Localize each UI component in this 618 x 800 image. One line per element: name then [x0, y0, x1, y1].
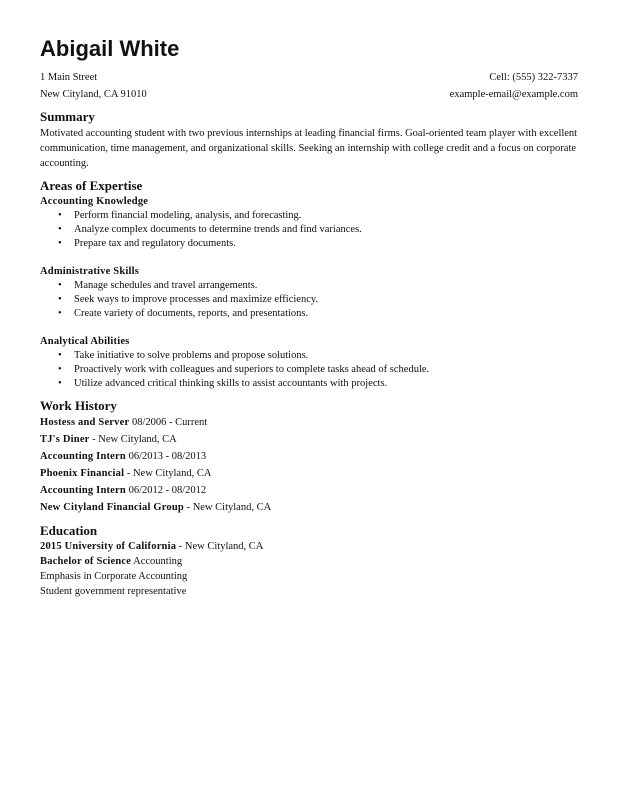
bullet-icon: • [58, 280, 62, 291]
phone-number: Cell: (555) 322-7337 [489, 72, 578, 83]
candidate-name: Abigail White [40, 36, 180, 61]
bullet-list [40, 349, 578, 391]
phone-email-column [450, 69, 578, 103]
job-title: Hostess and Server [40, 417, 130, 428]
bullet-icon: • [58, 364, 62, 375]
employer-location: - New Cityland, CA [89, 434, 177, 445]
education-detail: Student government representative [40, 586, 187, 597]
list-item: • Create variety of documents, reports, and presentations. [58, 308, 309, 319]
bullet-icon: • [58, 308, 62, 319]
job-title-line [40, 414, 578, 431]
job-dates: 08/2006 - Current [129, 417, 208, 428]
degree-major: Accounting [131, 556, 183, 567]
employer-name: New Cityland Financial Group [40, 502, 184, 513]
expertise-group-title: Analytical Abilities [40, 336, 130, 347]
bullet-icon: • [58, 238, 62, 249]
employer-line [40, 499, 578, 516]
employer-line [40, 465, 578, 482]
contact-block [40, 69, 578, 103]
work-entry [40, 482, 578, 516]
job-title: Accounting Intern [40, 451, 126, 462]
employer-location: - New Cityland, CA [124, 468, 212, 479]
street-address: 1 Main Street [40, 72, 98, 83]
education-heading: Education [40, 523, 98, 538]
bullet-icon: • [58, 224, 62, 235]
work-entry [40, 448, 578, 482]
bullet-icon: • [58, 378, 62, 389]
list-item: • Seek ways to improve processes and maximize efficiency. [58, 294, 319, 305]
job-title-line [40, 448, 578, 465]
work-entry [40, 414, 578, 448]
bullet-icon: • [58, 210, 62, 221]
bullet-icon: • [58, 350, 62, 361]
job-title-line [40, 482, 578, 499]
school-line [40, 539, 578, 554]
expertise-group-accounting [40, 195, 578, 251]
degree-line [40, 554, 578, 569]
employer-name: Phoenix Financial [40, 468, 125, 479]
education-detail: Emphasis in Corporate Accounting [40, 571, 188, 582]
expertise-group-title: Administrative Skills [40, 266, 140, 277]
job-title: Accounting Intern [40, 485, 126, 496]
list-item: • Take initiative to solve problems and propose solutions. [58, 350, 309, 361]
list-item: • Utilize advanced critical thinking skills to assist accountants with projects. [58, 378, 388, 389]
employer-name: TJ's Diner [40, 434, 90, 445]
list-item: • Prepare tax and regulatory documents. [58, 238, 236, 249]
school-name: 2015 University of California [40, 541, 177, 552]
summary-heading: Summary [40, 109, 95, 124]
employer-line [40, 431, 578, 448]
employer-location: - New Cityland, CA [183, 502, 272, 513]
expertise-group-administrative [40, 265, 578, 321]
city-address: New Cityland, CA 91010 [40, 89, 147, 100]
work-history-heading: Work History [40, 398, 117, 413]
bullet-icon: • [58, 294, 62, 305]
bullet-list [40, 279, 578, 321]
bullet-list [40, 209, 578, 251]
expertise-group-title: Accounting Knowledge [40, 196, 149, 207]
job-dates: 06/2013 - 08/2013 [125, 451, 207, 462]
school-location: - New Cityland, CA [176, 541, 264, 552]
expertise-heading: Areas of Expertise [40, 178, 143, 193]
email-address[interactable]: example-email@example.com [449, 89, 578, 100]
list-item: • Perform financial modeling, analysis, and forecasting. [58, 210, 302, 221]
degree-name: Bachelor of Science [40, 556, 132, 567]
expertise-group-analytical [40, 335, 578, 391]
job-dates: 06/2012 - 08/2012 [125, 485, 207, 496]
list-item: • Manage schedules and travel arrangements. [58, 280, 258, 291]
list-item: • Analyze complex documents to determine trends and find variances. [58, 224, 362, 235]
summary-text: Motivated accounting student with two previous internships at leading financial firms. Goal-oriented team player with excellent communication, time management, and organizational skills. Seeking an internship with college credit and a focus on corporate accounting. [40, 128, 578, 169]
list-item: • Proactively work with colleagues and superiors to complete tasks ahead of schedule. [58, 364, 430, 375]
address-column [40, 69, 147, 103]
